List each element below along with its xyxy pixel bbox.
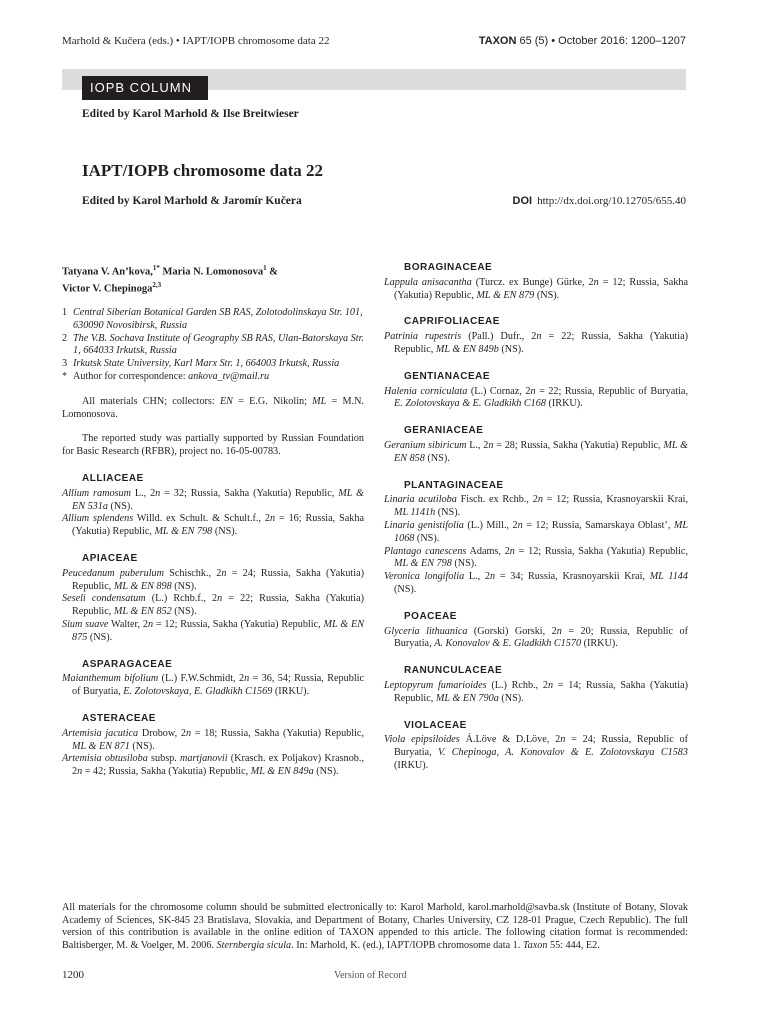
herbarium: (NS).: [394, 583, 417, 595]
species-entry: [384, 331, 688, 357]
species-entry: [62, 568, 364, 594]
locality: = 42; Russia, Sakha (Yakutia) Republic,: [82, 766, 251, 778]
herbarium: (NS).: [424, 452, 450, 464]
species-name: Leptopyrum fumarioides: [384, 679, 487, 691]
species-author: L., 2: [466, 439, 489, 451]
herbarium: (NS).: [498, 343, 524, 355]
species-author: (L.) Rchb.f., 2: [145, 593, 218, 605]
locality: = 18; Russia, Sakha (Yakutia) Republic,: [191, 727, 364, 739]
species-name: Plantago canescens: [384, 545, 467, 557]
voucher: A. Konovalov & E. Gladkikh C1570: [434, 638, 582, 650]
species-author: Á.Löve & D.Löve, 2: [459, 734, 561, 746]
locality: = 32; Russia, Sakha (Yakutia) Republic,: [160, 487, 339, 499]
family-heading: ASTERACEAE: [82, 712, 156, 724]
author-sup: 2,3: [152, 280, 162, 289]
herbarium: (IRKU).: [272, 686, 310, 698]
herbarium: (NS).: [414, 532, 440, 544]
ploidy-n: n: [147, 618, 154, 630]
author-sup: 1*: [152, 264, 160, 272]
herbarium: (NS).: [107, 500, 133, 512]
affiliation: [62, 333, 364, 359]
author-lomonosova: Maria N. Lomonosova: [159, 266, 264, 278]
family-heading: RANUNCULACEAE: [404, 665, 503, 677]
note-text: = E.G. Nikolin;: [232, 395, 313, 407]
voucher: ML 1144: [649, 571, 688, 583]
species-entry: [384, 520, 688, 546]
species-author: (L.) Rchb., 2: [486, 679, 548, 691]
footnote-text: All materials for the chromosome column should be submitted electronically to: Karol Marhold, karol.marhold@savba.sk (Institute of Botany, Slovak Academy of Sciences, SK-845 23 Bratislava, Slovakia, and Department of Botany, Charles University, CZ 128-01 Prague, Czech Republic). The full version of this contribution is available in the online edition of TAXON appended to this article. The following citation format is recommended: Baltisberger, M. & Voelger, M. 2006.: [62, 902, 688, 951]
issue-info: 65 (5) • October 2016: 1200–1207: [516, 35, 686, 47]
herbarium: (NS).: [451, 558, 477, 570]
herbarium: (NS).: [435, 507, 461, 519]
family-heading: VIOLACEAE: [404, 719, 467, 731]
species-author: (Turcz. ex Bunge) Gürke, 2: [471, 276, 594, 288]
doi-label: DOI: [512, 195, 533, 207]
herbarium: (NS).: [212, 526, 238, 538]
locality: = 12; Russia, Sakha (Yakutia) Republic,: [514, 545, 688, 557]
ploidy-n: n: [221, 567, 227, 579]
species-name: Veronica longifolia: [384, 571, 465, 583]
ploidy-n: n: [593, 276, 599, 288]
species-author: (L.) Mill., 2: [463, 519, 518, 531]
version-of-record: Version of Record: [334, 970, 407, 981]
family-heading: GENTIANACEAE: [404, 370, 491, 382]
voucher: ML & EN 898: [113, 580, 172, 592]
ploidy-n: n: [488, 439, 494, 451]
species-name: Sium suave: [62, 618, 109, 630]
ploidy-n: n: [548, 679, 554, 691]
column-label: IOPB COLUMN: [82, 76, 208, 100]
herbarium: (IRKU).: [581, 638, 618, 650]
locality: = 20; Russia, Republic of Buryatia,: [394, 625, 688, 650]
voucher: ML & EN 849a: [250, 766, 314, 778]
voucher: ML & EN 852: [113, 606, 172, 618]
species-name: Glyceria lithuanica: [384, 625, 468, 637]
herbarium: (NS).: [171, 580, 197, 592]
affiliation-num: 2: [62, 332, 68, 344]
locality: = 12; Russia, Samarskaya Oblast’,: [522, 519, 674, 531]
ploidy-n: n: [537, 494, 543, 506]
herbarium: (NS).: [534, 289, 560, 301]
locality: = 12; Russia, Sakha (Yakutia) Republic,: [394, 276, 688, 301]
locality: = 22; Russia, Sakha (Yakutia) Republic,: [394, 331, 688, 355]
voucher: ML 1141h: [394, 507, 436, 519]
species-entry: [62, 619, 364, 645]
ploidy-n: n: [244, 673, 250, 685]
species-author: (L.) F.W.Schmidt, 2: [158, 673, 245, 685]
species-entry: [384, 494, 688, 520]
voucher: ML & EN 531a: [72, 487, 364, 512]
footnote-text: . In: Marhold, K. (ed.), IAPT/IOPB chromosome data 1.: [291, 939, 523, 951]
affiliation: [62, 307, 364, 333]
affiliations: [62, 307, 364, 384]
voucher: ML & EN 790a: [435, 692, 499, 704]
author-ankova: Tatyana V. An’kova,: [62, 266, 153, 278]
correspondence: [62, 371, 364, 384]
ploidy-n: n: [77, 766, 83, 778]
species-entry: [62, 593, 364, 619]
ploidy-n: n: [185, 727, 192, 739]
locality: = 24; Russia, Republic of Buryatia,: [394, 734, 688, 759]
affiliation-num: 3: [62, 358, 68, 370]
affiliation-text: The V.B. Sochava Institute of Geography SB RAS, Ulan-Batorskaya Str. 1, 664033 Irkutsk, Russia: [73, 332, 364, 357]
doi: [513, 195, 686, 207]
note-text: = M.N. Lomonosova.: [62, 395, 364, 420]
species-author: Drobow, 2: [138, 727, 186, 739]
herbarium: (IRKU).: [545, 398, 583, 410]
species-name: Viola epipsiloides: [384, 734, 460, 746]
species-name: Lappula anisacantha: [384, 276, 472, 288]
species-name: Artemisia obtusiloba: [62, 753, 148, 765]
subspecies-name: martjanovii: [180, 753, 228, 765]
herbarium: (NS).: [129, 740, 155, 752]
species-name: Maianthemum bifolium: [62, 673, 159, 685]
species-entry: [62, 513, 364, 539]
author-chepinoga: Victor V. Chepinoga: [62, 283, 153, 294]
right-column: [384, 262, 688, 773]
voucher: E. Zolotovskaya, E. Gladkikh C1569: [123, 686, 273, 698]
voucher: ML & EN 875: [72, 618, 365, 643]
family-heading: CAPRIFOLIACEAE: [404, 316, 500, 328]
species-name: Halenia corniculata: [384, 385, 468, 397]
species-author: L., 2: [464, 571, 491, 583]
funding-note: The reported study was partially supported by Russian Foundation for Basic Research (RFBR), project no. 16-05-00783.: [62, 433, 364, 458]
note-text: All materials CHN; collectors:: [82, 395, 220, 407]
affiliation-text: Irkutsk State University, Karl Marx Str. 1, 664003 Irkutsk, Russia: [73, 358, 340, 370]
ploidy-n: n: [560, 734, 566, 746]
species-entry: [384, 571, 688, 597]
author-sep: &: [266, 266, 278, 278]
locality: = 22; Russia, Republic of Buryatia,: [535, 385, 689, 397]
species-author: Schischk., 2: [163, 567, 222, 579]
ploidy-n: n: [530, 385, 536, 397]
author-list: [62, 262, 364, 295]
locality: = 22; Russia, Sakha (Yakutia) Republic,: [72, 593, 364, 618]
ploidy-n: n: [217, 593, 223, 605]
voucher: ML & EN 849b: [435, 343, 499, 355]
species-author: Willd. ex Schult. & Schult.f., 2: [133, 513, 270, 525]
species-author: (Gorski) Gorski, 2: [467, 625, 557, 637]
herbarium: (IRKU).: [394, 759, 429, 771]
submission-footnote: [62, 902, 688, 952]
ploidy-n: n: [490, 571, 496, 583]
species-name: Seseli condensatum: [62, 593, 146, 605]
species-entry: [62, 728, 364, 754]
family-heading: POACEAE: [404, 610, 457, 622]
voucher: ML 1068: [394, 519, 688, 544]
materials-note: [62, 396, 364, 422]
species-author: Walter, 2: [108, 618, 148, 630]
species-author: Adams, 2: [466, 545, 510, 557]
species-entry: [384, 680, 688, 706]
note-abbr: EN: [219, 395, 233, 407]
species-entry: [62, 673, 364, 699]
locality: = 34; Russia, Krasnoyarskii Krai,: [495, 571, 650, 583]
family-heading: ALLIACEAE: [82, 472, 144, 484]
running-header-left: Marhold & Kučera (eds.) • IAPT/IOPB chromosome data 22: [62, 35, 330, 47]
species-author: (L.) Cornaz, 2: [467, 385, 531, 397]
species-author: (Pall.) Dufr., 2: [461, 331, 537, 343]
affiliation: [62, 358, 364, 371]
family-heading: BORAGINACEAE: [404, 262, 493, 273]
species-name: Patrinia rupestris: [384, 331, 462, 343]
voucher: ML & EN 879: [476, 289, 535, 301]
species-author: Fisch. ex Rchb., 2: [456, 494, 538, 506]
locality: = 12; Russia, Sakha (Yakutia) Republic,: [153, 618, 324, 630]
page-number: 1200: [62, 969, 84, 981]
footnote-taxon: Sternbergia sicula: [216, 939, 292, 951]
voucher: E. Zolotovskaya & E. Gladkikh C168: [394, 398, 546, 410]
locality: = 14; Russia, Sakha (Yakutia) Republic,: [394, 679, 689, 704]
species-entry: [384, 386, 688, 412]
species-entry: [384, 546, 688, 572]
species-author: L., 2: [130, 487, 156, 499]
ploidy-n: n: [536, 331, 542, 343]
species-author: subsp.: [147, 753, 181, 765]
journal-name: TAXON: [478, 35, 517, 47]
species-entry: [62, 488, 364, 514]
correspondence-label: Author for correspondence:: [73, 370, 189, 382]
doi-link[interactable]: http://dx.doi.org/10.12705/655.40: [537, 195, 686, 207]
species-author: (Krasch. ex Poljakov) Krasnob., 2: [72, 753, 364, 778]
ploidy-n: n: [509, 545, 515, 557]
species-name: Linaria acutiloba: [384, 494, 457, 506]
article-title: IAPT/IOPB chromosome data 22: [82, 161, 323, 180]
species-name: Artemisia jacutica: [62, 727, 139, 739]
herbarium: (NS).: [313, 766, 339, 778]
species-name: Allium ramosum: [62, 487, 131, 499]
ploidy-n: n: [517, 519, 523, 531]
species-entry: [384, 277, 688, 303]
locality: = 28; Russia, Sakha (Yakutia) Republic,: [493, 439, 664, 451]
herbarium: (NS).: [87, 631, 113, 643]
locality: = 24; Russia, Sakha (Yakutia) Republic,: [72, 567, 364, 592]
contribution-editors: Edited by Karol Marhold & Jaromír Kučera: [82, 195, 302, 207]
family-heading: GERANIACEAE: [404, 425, 484, 437]
correspondence-email[interactable]: ankova_tv@mail.ru: [188, 370, 270, 382]
herbarium: (NS).: [498, 692, 524, 704]
family-heading: ASPARAGACEAE: [82, 658, 173, 670]
author-sup: 1: [263, 264, 267, 272]
voucher: ML & EN 798: [154, 526, 213, 538]
species-entry: [384, 440, 688, 466]
family-heading: APIACEAE: [82, 552, 138, 564]
species-entry: [384, 626, 688, 652]
left-column: [62, 262, 364, 779]
footnote-journal: Taxon: [522, 939, 548, 951]
species-name: Linaria genistifolia: [384, 519, 464, 531]
species-entry: [62, 753, 364, 779]
herbarium: (NS).: [171, 606, 197, 618]
locality: = 12; Russia, Krasnoyarskii Krai,: [542, 494, 688, 506]
voucher: ML & EN 871: [72, 740, 130, 752]
species-name: Geranium sibiricum: [384, 439, 467, 451]
family-heading: PLANTAGINACEAE: [404, 479, 504, 491]
locality: = 16; Russia, Sakha (Yakutia) Republic,: [72, 513, 364, 538]
locality: = 36, 54; Russia, Republic of Buryatia,: [72, 673, 365, 698]
correspondence-mark: *: [62, 370, 68, 382]
ploidy-n: n: [155, 487, 161, 499]
species-name: Allium splendens: [62, 513, 134, 525]
voucher: V. Chepinoga, A. Konovalov & E. Zolotovskaya C1583: [437, 747, 688, 759]
species-name: Peucedanum puberulum: [62, 567, 164, 579]
note-abbr: ML: [312, 395, 327, 407]
voucher: ML & EN 798: [394, 558, 452, 570]
ploidy-n: n: [269, 513, 276, 525]
affiliation-num: 1: [62, 307, 68, 318]
voucher: ML & EN 858: [394, 439, 688, 464]
ploidy-n: n: [556, 625, 562, 637]
column-editors: Edited by Karol Marhold & Ilse Breitwieser: [82, 108, 299, 120]
affiliation-text: Central Siberian Botanical Garden SB RAS, Zolotodolinskaya Str. 101, 630090 Novosibirsk, Russia: [73, 307, 363, 331]
footnote-text: 55: 444, E2.: [547, 939, 600, 951]
running-header-right: [479, 35, 686, 47]
species-entry: [384, 734, 688, 772]
